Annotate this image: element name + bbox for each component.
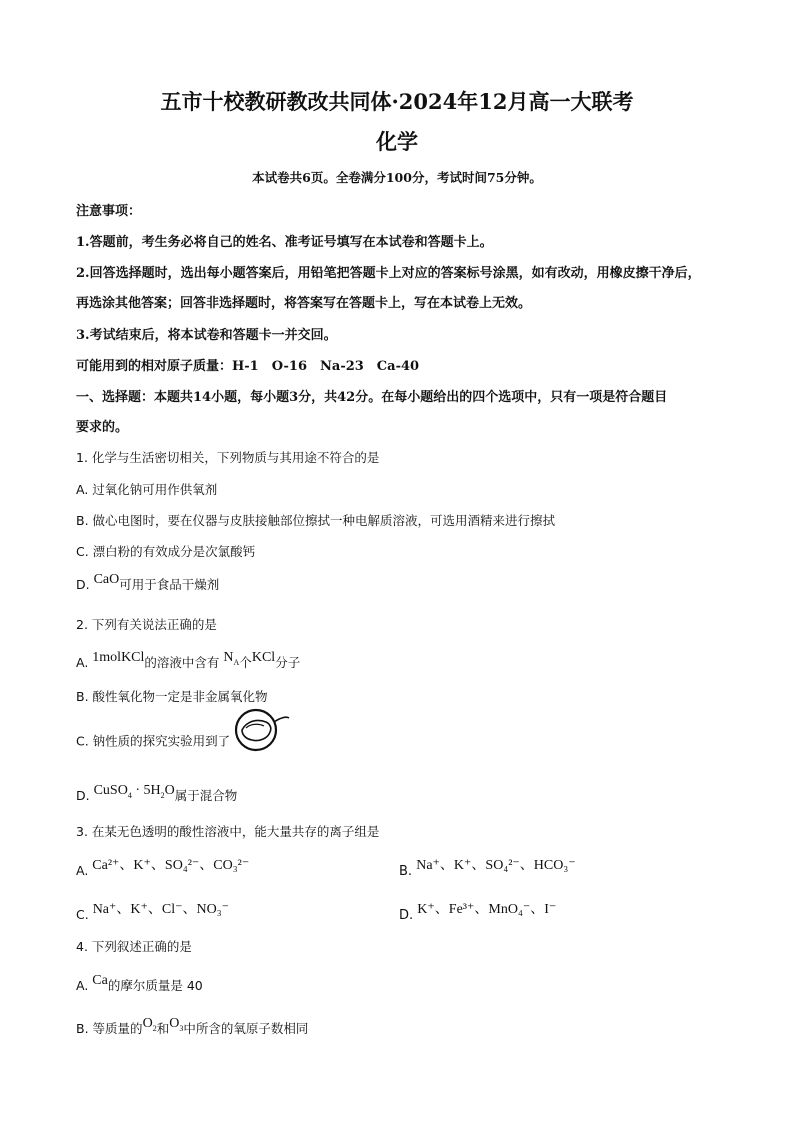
q1-option-d [76,572,220,594]
option-label: D. [399,908,414,923]
q2-option-c [76,716,290,768]
q4-option-a [76,973,203,995]
formula: KCl [251,650,276,665]
formula [223,650,239,665]
formula-main: N [223,650,234,665]
subject-title: 化学 [376,129,418,154]
formula [169,1016,183,1031]
q2-option-b: B. 酸性氧化物一定是非金属氧化物 [76,689,268,704]
q2-stem: 2. 下列有关说法正确的是 [76,617,217,632]
q2-option-d [76,783,238,806]
option-text: 和 [156,1021,170,1036]
q3-option-a [76,860,249,880]
atomic-mass-line: 可能用到的相对原子质量：H-1 O-16 Na-23 Ca-40 [76,359,420,374]
formula [143,1016,157,1031]
option-text: 的摩尔质量是 40 [107,978,203,993]
option-label: D. [76,577,90,592]
ion-list: Na⁺、K⁺、SO₄²⁻、HCO₃⁻ [416,858,576,873]
notice-heading: 注意事项： [76,204,142,219]
q1-option-a: A. 过氧化钠可用作供氧剂 [76,482,218,497]
beaker-sodium-icon [234,704,290,756]
ion-list: Na⁺、K⁺、Cl⁻、NO₃⁻ [92,902,230,917]
formula-main: O [169,1016,180,1031]
section-heading-b: 要求的。 [76,420,129,435]
formula-sub: A [233,657,240,667]
option-text: 的溶液中含有 [144,655,220,670]
exam-intro: 本试卷共6页。全卷满分100分，考试时间75分钟。 [252,170,542,185]
formula: 1molKCl [92,650,145,665]
q1-option-c: C. 漂白粉的有效成分是次氯酸钙 [76,544,256,559]
q3-stem: 3. 在某无色透明的酸性溶液中，能大量共存的离子组是 [76,824,380,839]
q4-option-b [76,1016,309,1039]
option-label: B. [76,1021,89,1036]
option-label: A. [76,978,89,993]
formula-main: CuSO [93,783,128,798]
option-label: B. [399,864,413,879]
ion-list: K⁺、Fe³⁺、MnO₄⁻、I⁻ [417,902,557,917]
formula-main: O [142,1016,153,1031]
formula-sub: 4 [127,790,132,800]
q3-option-c [76,904,229,924]
q1-stem: 1. 化学与生活密切相关，下列物质与其用途不符合的是 [76,450,380,465]
option-label: A. [76,655,89,670]
formula: Ca [92,973,108,988]
exam-title: 五市十校教研教改共同体·2024年12月高一大联考 [160,89,634,114]
formula-sub: 2 [160,790,165,800]
formula-sub: 2 [152,1023,157,1033]
option-text: 属于混合物 [174,788,238,803]
option-text: 可用于食品干燥剂 [119,577,220,592]
q1-option-b: B. 做心电图时，要在仪器与皮肤接触部位擦拭一种电解质溶液，可选用酒精来进行擦拭 [76,513,556,528]
option-text: 个 [239,655,252,670]
option-text: 分子 [275,655,301,670]
notice-item-2b: 再选涂其他答案；回答非选择题时，将答案写在答题卡上，写在本试卷上无效。 [76,296,532,311]
formula-main: · 5H [131,783,161,798]
option-text: C. 钠性质的探究实验用到了 [76,733,231,749]
formula: CaO [93,572,120,587]
q3-option-b [399,860,576,880]
formula-sub: 3 [179,1023,184,1033]
option-text: 等质量的 [92,1021,143,1036]
formula-main: O [164,783,175,798]
option-text: 中所含的氧原子数相同 [183,1021,309,1036]
option-label: A. [76,863,89,878]
notice-item-2a: 2.回答选择题时，选出每小题答案后，用铅笔把答题卡上对应的答案标号涂黑，如有改动，用橡皮擦干净后， [76,266,701,281]
option-label: D. [76,788,90,803]
notice-item-1: 1.答题前，考生务必将自己的姓名、准考证号填写在本试卷和答题卡上。 [76,235,493,250]
q4-stem: 4. 下列叙述正确的是 [76,939,192,954]
ion-list: Ca²⁺、K⁺、SO₄²⁻、CO₃²⁻ [92,858,250,873]
section-heading-a: 一、选择题：本题共14小题，每小题3分，共42分。在每小题给出的四个选项中，只有一项是符合题目 [76,390,668,405]
notice-item-3: 3.考试结束后，将本试卷和答题卡一并交回。 [76,328,337,343]
q3-option-d [399,904,556,924]
formula [94,783,175,798]
option-label: C. [76,907,89,922]
q2-option-a [76,650,301,673]
